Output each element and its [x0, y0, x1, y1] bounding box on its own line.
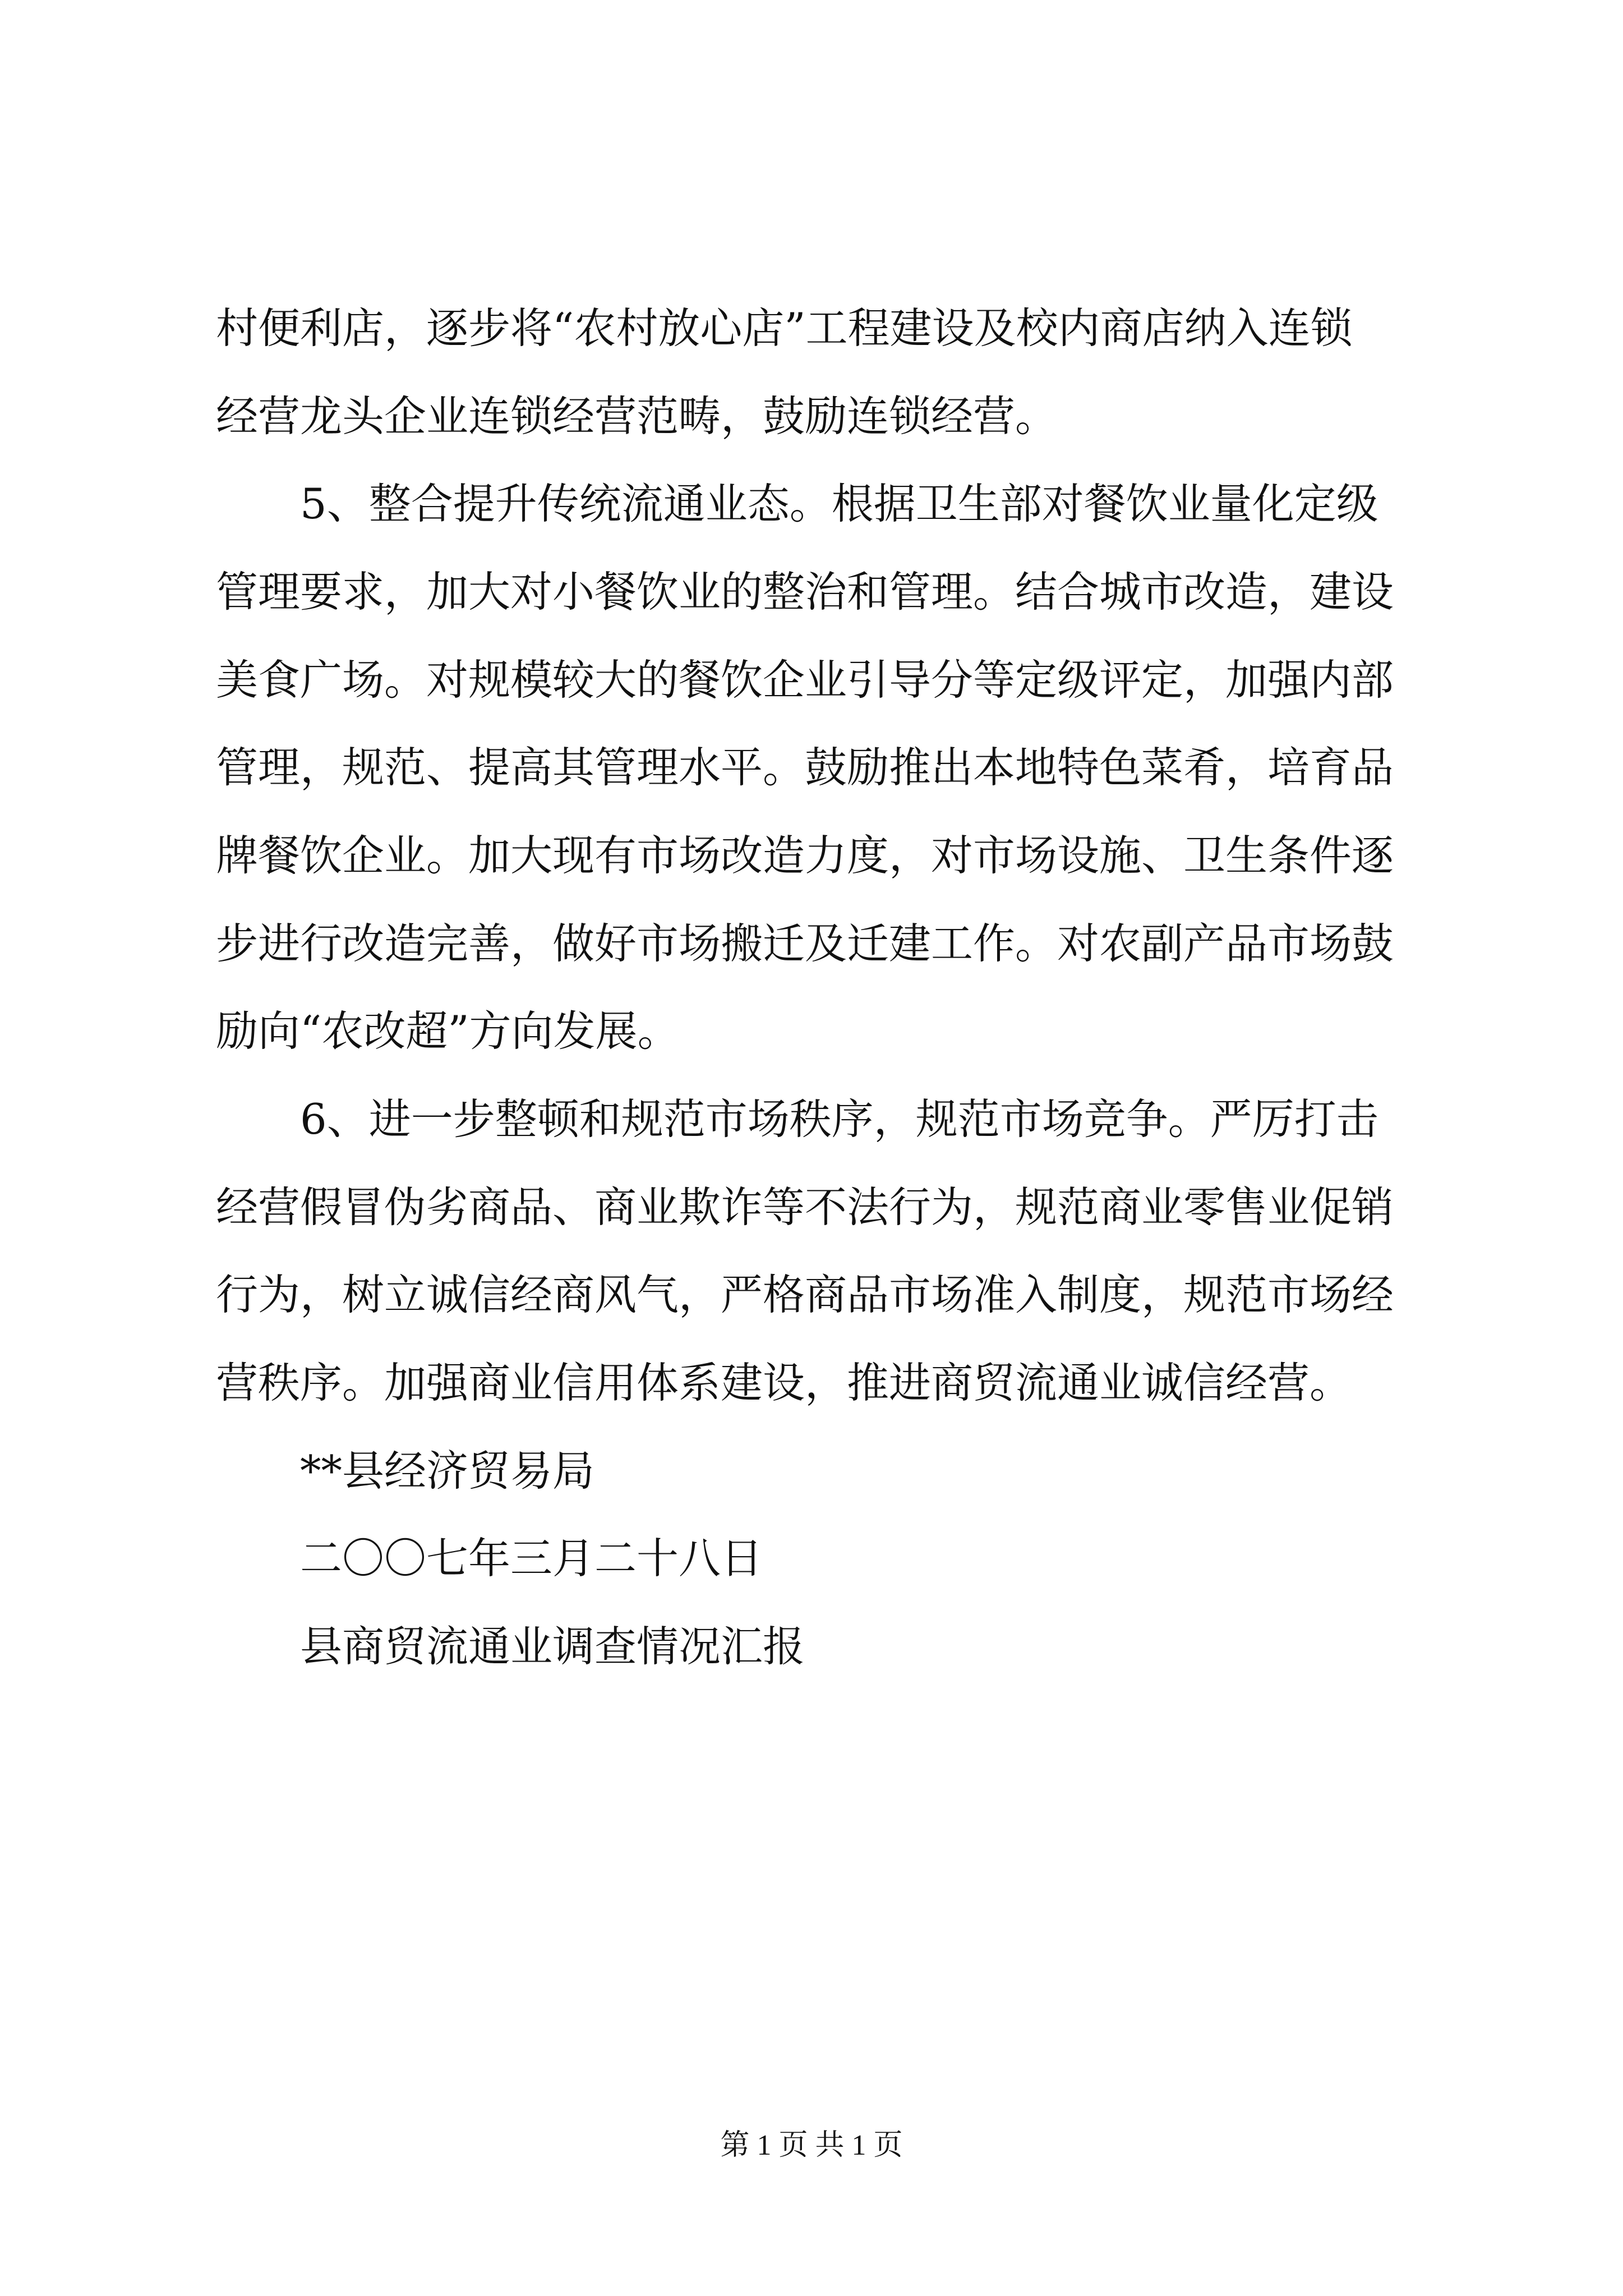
issuer-name: **县经济贸易局: [300, 1446, 595, 1496]
issue-date: 二〇〇七年三月二十八日: [300, 1534, 763, 1583]
paragraph-6-start: 6、进一步整顿和规范市场秩序，规范市场竞争。严厉打击: [300, 1094, 1378, 1144]
body-text-line: 管理要求，加大对小餐饮业的整治和管理。结合城市改造，建设: [216, 567, 1394, 616]
body-text-line: 管理，规范、提高其管理水平。鼓励推出本地特色菜肴，培育品: [216, 743, 1394, 792]
body-text-line: 经营假冒伪劣商品、商业欺诈等不法行为，规范商业零售业促销: [216, 1182, 1394, 1232]
body-text-line: 村便利店，逐步将“农村放心店”工程建设及校内商店纳入连锁: [216, 303, 1353, 353]
body-text-line: 步进行改造完善，做好市场搬迁及迁建工作。对农副产品市场鼓: [216, 919, 1394, 968]
body-text-line: 营秩序。加强商业信用体系建设，推进商贸流通业诚信经营。: [216, 1358, 1352, 1407]
paragraph-5-start: 5、整合提升传统流通业态。根据卫生部对餐饮业量化定级: [300, 479, 1378, 528]
body-text-line: 美食广场。对规模较大的餐饮企业引导分等定级评定，加强内部: [216, 655, 1394, 705]
body-text-line: 励向“农改超”方向发展。: [216, 1006, 680, 1056]
body-text-line: 牌餐饮企业。加大现有市场改造力度，对市场设施、卫生条件逐: [216, 831, 1394, 880]
document-title: 县商贸流通业调查情况汇报: [300, 1622, 805, 1671]
body-text-line: 经营龙头企业连锁经营范畴，鼓励连锁经营。: [216, 392, 1058, 441]
page-footer: 第 1 页 共 1 页: [720, 2129, 903, 2161]
body-text-line: 行为，树立诚信经商风气，严格商品市场准入制度，规范市场经: [216, 1270, 1394, 1319]
